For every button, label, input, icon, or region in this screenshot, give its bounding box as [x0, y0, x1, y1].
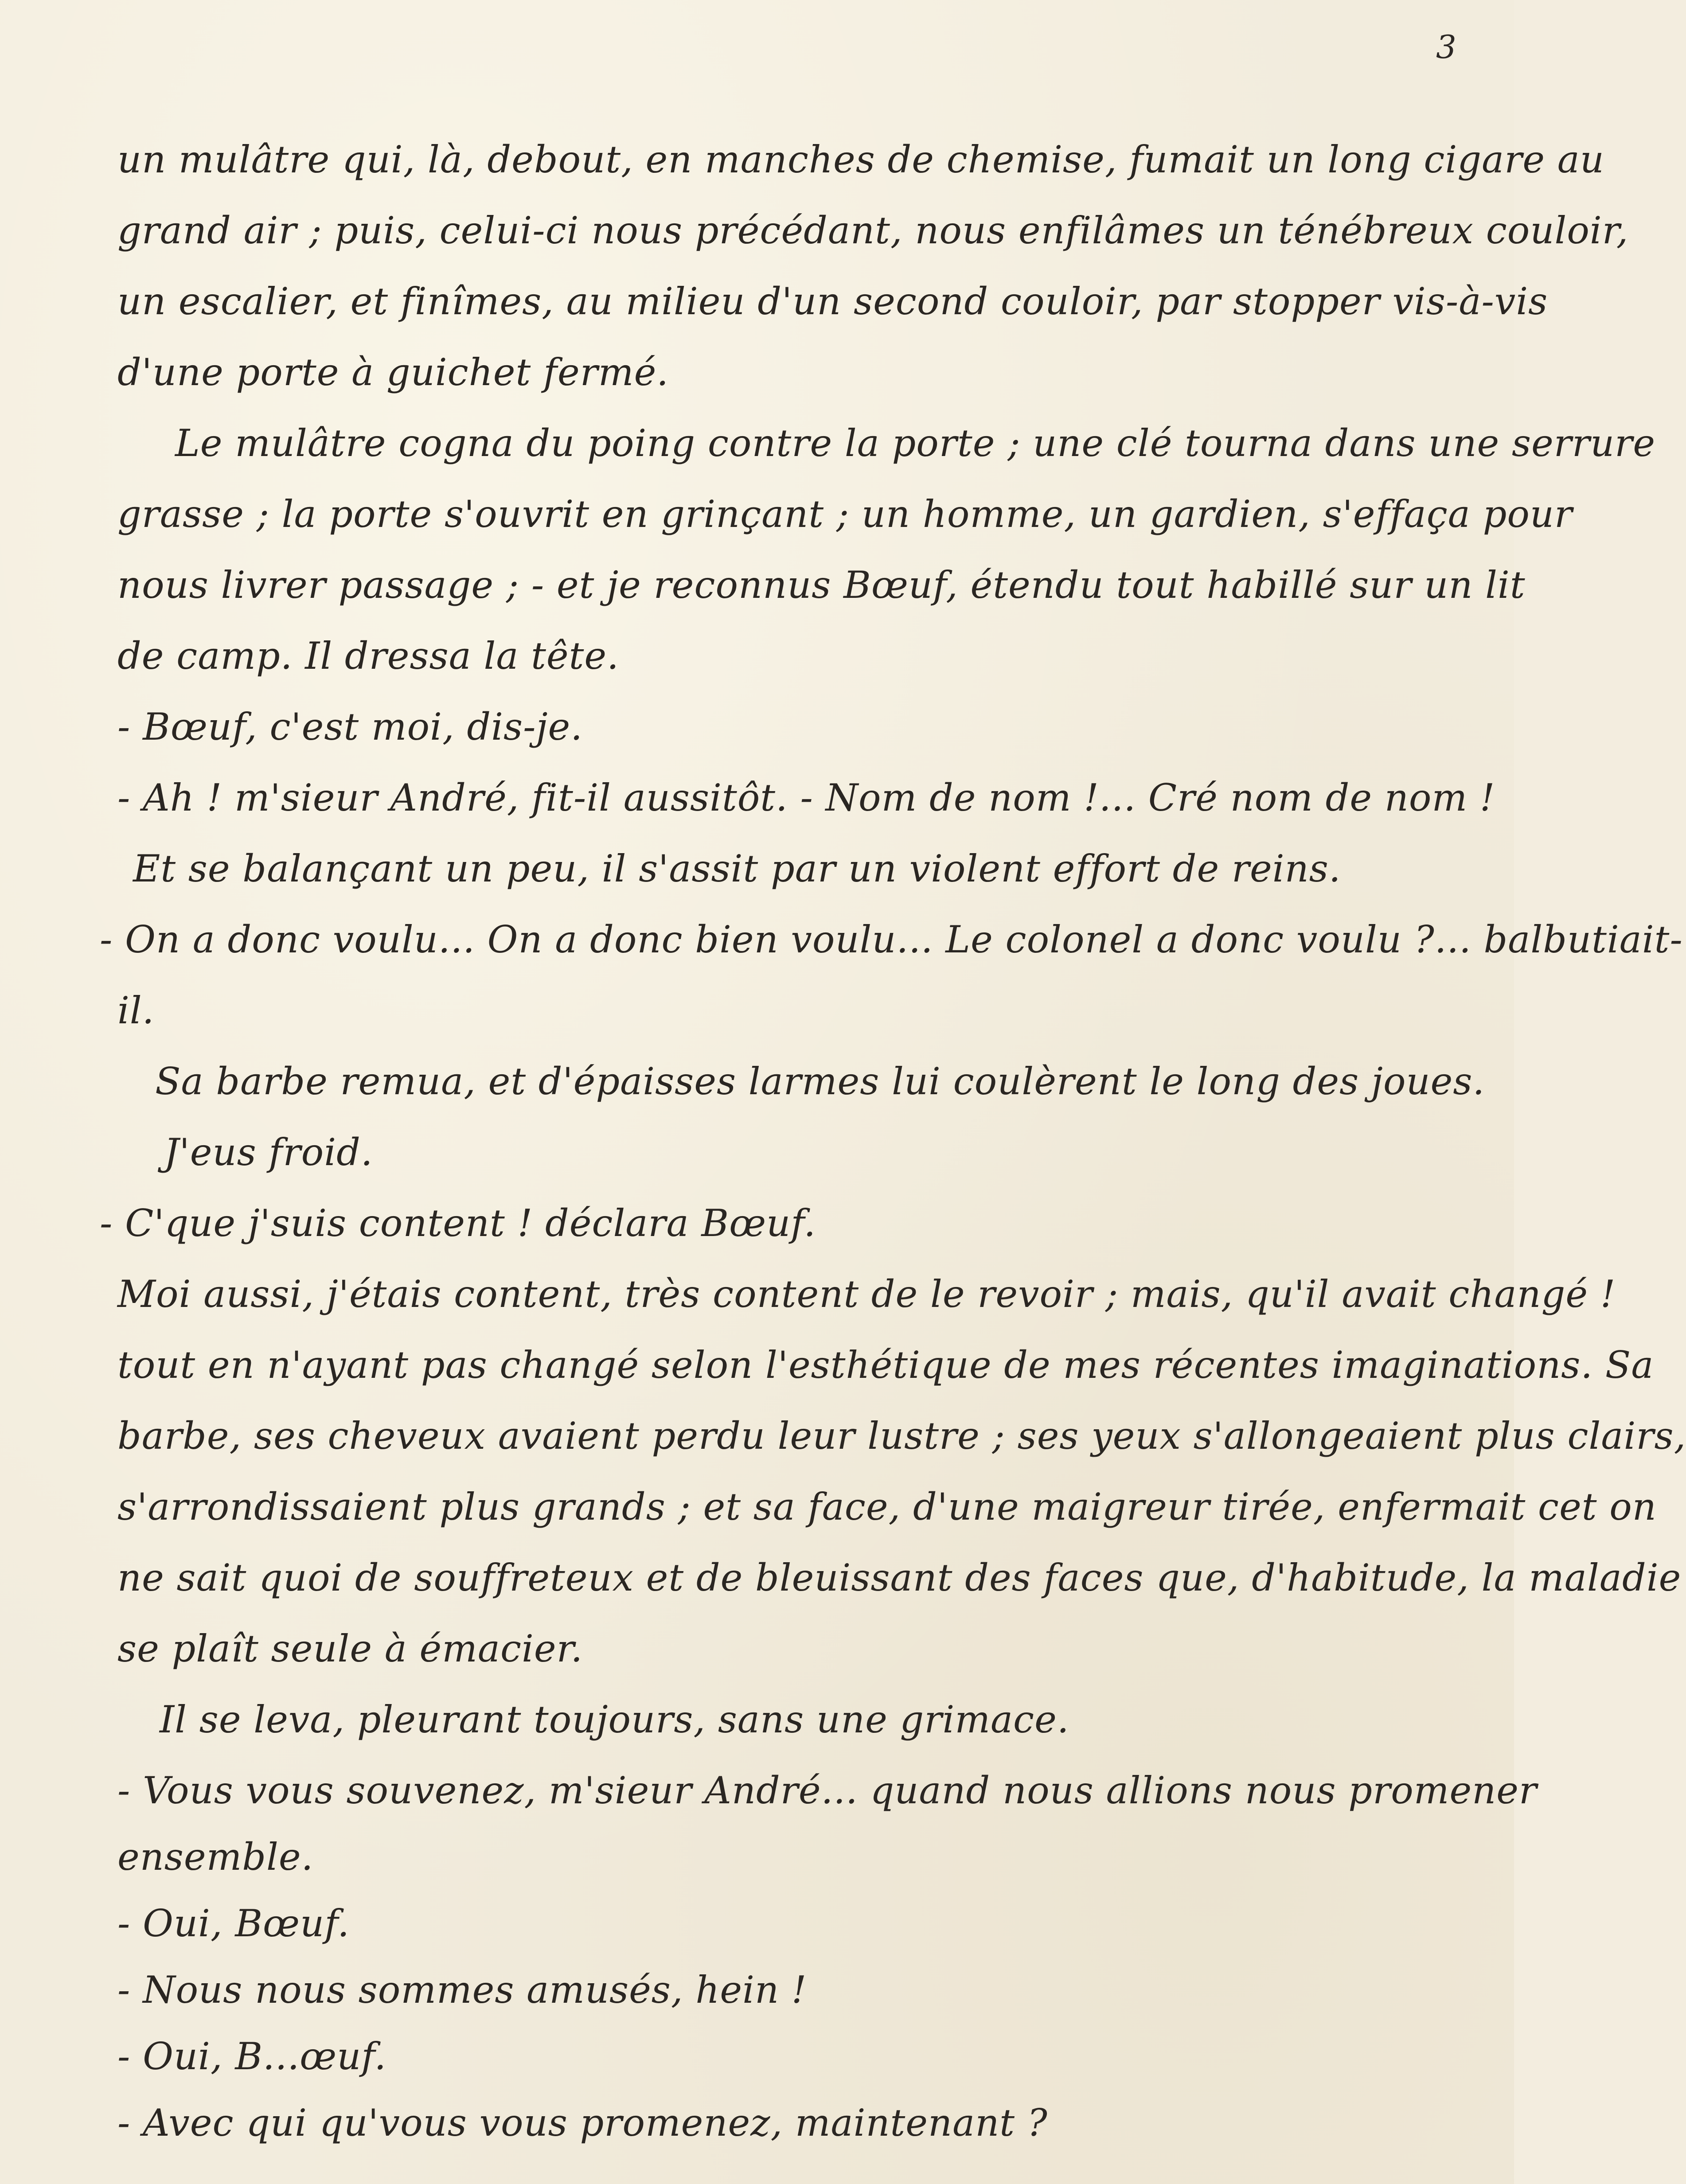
- manuscript-line: tout en n'ayant pas changé selon l'esthétique de mes récentes imaginations. Sa: [117, 1343, 1654, 1387]
- manuscript-line: Moi aussi, j'étais content, très content de le revoir ; mais, qu'il avait changé !: [117, 1272, 1616, 1316]
- manuscript-line: - On a donc voulu... On a donc bien voulu... Le colonel a donc voulu ?... balbutiait-: [100, 918, 1683, 961]
- manuscript-line: un mulâtre qui, là, debout, en manches de chemise, fumait un long cigare au: [117, 138, 1604, 181]
- manuscript-line: - Nous nous sommes amusés, hein !: [117, 1968, 807, 2012]
- manuscript-line: - Avec qui qu'vous vous promenez, maintenant ?: [117, 2101, 1048, 2145]
- manuscript-line: ne sait quoi de souffreteux et de bleuissant des faces que, d'habitude, la maladie: [117, 1556, 1682, 1599]
- manuscript-line: Le mulâtre cogna du poing contre la porte ; une clé tourna dans une serrure: [175, 421, 1656, 465]
- manuscript-line: de camp. Il dressa la tête.: [117, 634, 619, 678]
- manuscript-line: s'arrondissaient plus grands ; et sa face, d'une maigreur tirée, enfermait cet on: [117, 1485, 1657, 1529]
- manuscript-line: grand air ; puis, celui-ci nous précédant, nous enfilâmes un ténébreux couloir,: [117, 209, 1629, 252]
- manuscript-line: - Oui, B...œuf.: [117, 2035, 387, 2078]
- manuscript-line: Sa barbe remua, et d'épaisses larmes lui coulèrent le long des joues.: [155, 1060, 1485, 1103]
- manuscript-line: ensemble.: [117, 1835, 314, 1879]
- manuscript-line: nous livrer passage ; - et je reconnus Bœuf, étendu tout habillé sur un lit: [117, 563, 1526, 607]
- manuscript-line: Il se leva, pleurant toujours, sans une grimace.: [160, 1698, 1069, 1741]
- manuscript-line: d'une porte à guichet fermé.: [117, 351, 669, 394]
- manuscript-line: - Ah ! m'sieur André, fit-il aussitôt. - Nom de nom !... Cré nom de nom !: [117, 776, 1495, 819]
- manuscript-line: - C'que j'suis content ! déclara Bœuf.: [100, 1201, 816, 1245]
- manuscript-line: - Oui, Bœuf.: [117, 1902, 350, 1945]
- manuscript-line: grasse ; la porte s'ouvrit en grinçant ; un homme, un gardien, s'effaça pour: [117, 492, 1573, 536]
- manuscript-line: J'eus froid.: [164, 1131, 373, 1174]
- manuscript-line: Et se balançant un peu, il s'assit par un violent effort de reins.: [133, 847, 1341, 890]
- page-number: 3: [1436, 28, 1456, 66]
- manuscript-line: - Vous vous souvenez, m'sieur André... quand nous allions nous promener: [117, 1769, 1538, 1812]
- manuscript-line: il.: [117, 989, 155, 1032]
- manuscript-line: barbe, ses cheveux avaient perdu leur lustre ; ses yeux s'allongeaient plus clairs,: [117, 1414, 1686, 1458]
- manuscript-line: se plaît seule à émacier.: [117, 1627, 583, 1670]
- manuscript-line: - Bœuf, c'est moi, dis-je.: [117, 705, 583, 749]
- manuscript-line: un escalier, et finîmes, au milieu d'un second couloir, par stopper vis-à-vis: [117, 280, 1548, 323]
